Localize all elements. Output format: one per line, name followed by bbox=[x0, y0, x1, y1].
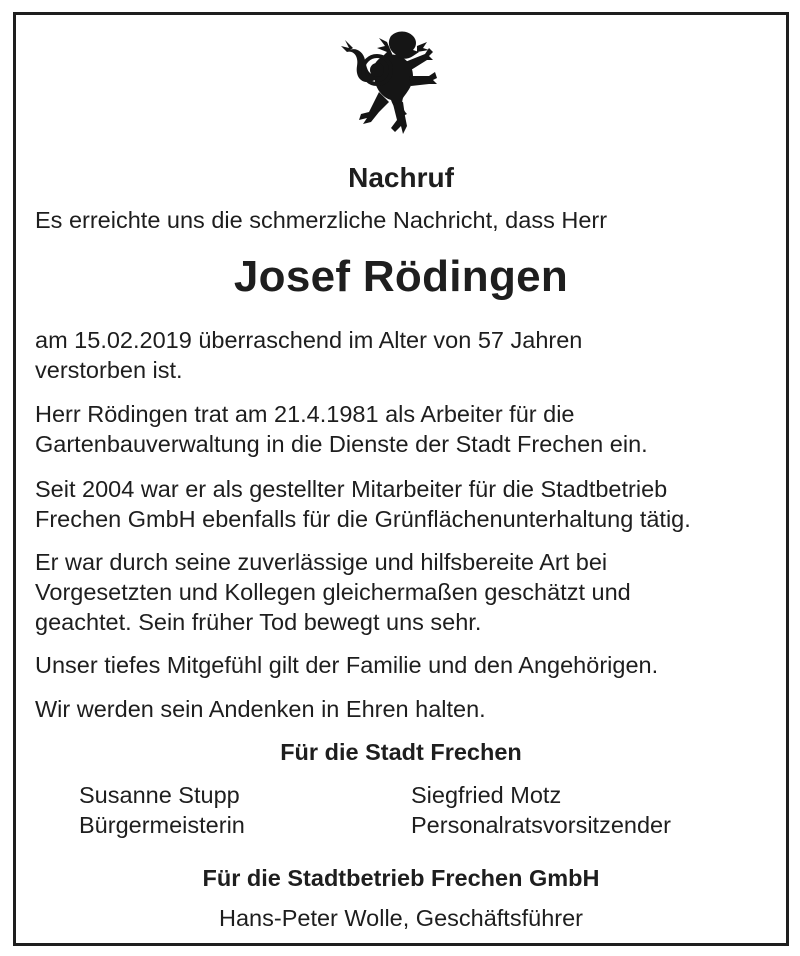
paragraph-death bbox=[35, 325, 582, 385]
company-signatory: Hans-Peter Wolle, Geschäftsführer bbox=[219, 905, 583, 931]
paragraph-line: verstorben ist. bbox=[35, 357, 183, 383]
paragraph-career bbox=[35, 474, 691, 534]
paragraph-line: Herr Rödingen trat am 21.4.1981 als Arbeiter für die bbox=[35, 401, 575, 427]
company-section-title: Für die Stadtbetrieb Frechen GmbH bbox=[202, 865, 600, 891]
signatory-name: Susanne Stupp bbox=[79, 782, 240, 808]
lion-crest-icon bbox=[333, 26, 469, 144]
signatory-role: Personalratsvorsitzender bbox=[411, 812, 671, 838]
paragraph-line: Er war durch seine zuverlässige und hilfsbereite Art bei bbox=[35, 549, 608, 575]
paragraph-line: Wir werden sein Andenken in Ehren halten. bbox=[35, 696, 486, 722]
signatory-role: Bürgermeisterin bbox=[79, 812, 245, 838]
paragraph-line: am 15.02.2019 überraschend im Alter von 57 Jahren bbox=[35, 327, 583, 353]
paragraph-employment bbox=[35, 399, 648, 459]
obituary-heading: Nachruf bbox=[348, 162, 454, 193]
paragraph-line: geachtet. Sein früher Tod bewegt uns sehr. bbox=[35, 609, 482, 635]
signatory-mayor bbox=[79, 780, 245, 840]
paragraph-line: Vorgesetzten und Kollegen gleichermaßen geschätzt und bbox=[35, 579, 631, 605]
signatory-name: Siegfried Motz bbox=[411, 782, 562, 808]
paragraph-remembrance bbox=[35, 694, 486, 724]
paragraph-line: Unser tiefes Mitgefühl gilt der Familie und den Angehörigen. bbox=[35, 652, 659, 678]
city-section-title: Für die Stadt Frechen bbox=[280, 739, 522, 765]
paragraph-line: Seit 2004 war er als gestellter Mitarbeiter für die Stadtbetrieb bbox=[35, 476, 668, 502]
paragraph-line: Gartenbauverwaltung in die Dienste der Stadt Frechen ein. bbox=[35, 431, 648, 457]
paragraph-character bbox=[35, 547, 631, 637]
signatory-council-chair bbox=[411, 780, 671, 840]
intro-text: Es erreichte uns die schmerzliche Nachricht, dass Herr bbox=[35, 207, 608, 233]
paragraph-condolence bbox=[35, 650, 658, 680]
paragraph-line: Frechen GmbH ebenfalls für die Grünflächenunterhaltung tätig. bbox=[35, 506, 691, 532]
deceased-name: Josef Rödingen bbox=[233, 252, 569, 301]
